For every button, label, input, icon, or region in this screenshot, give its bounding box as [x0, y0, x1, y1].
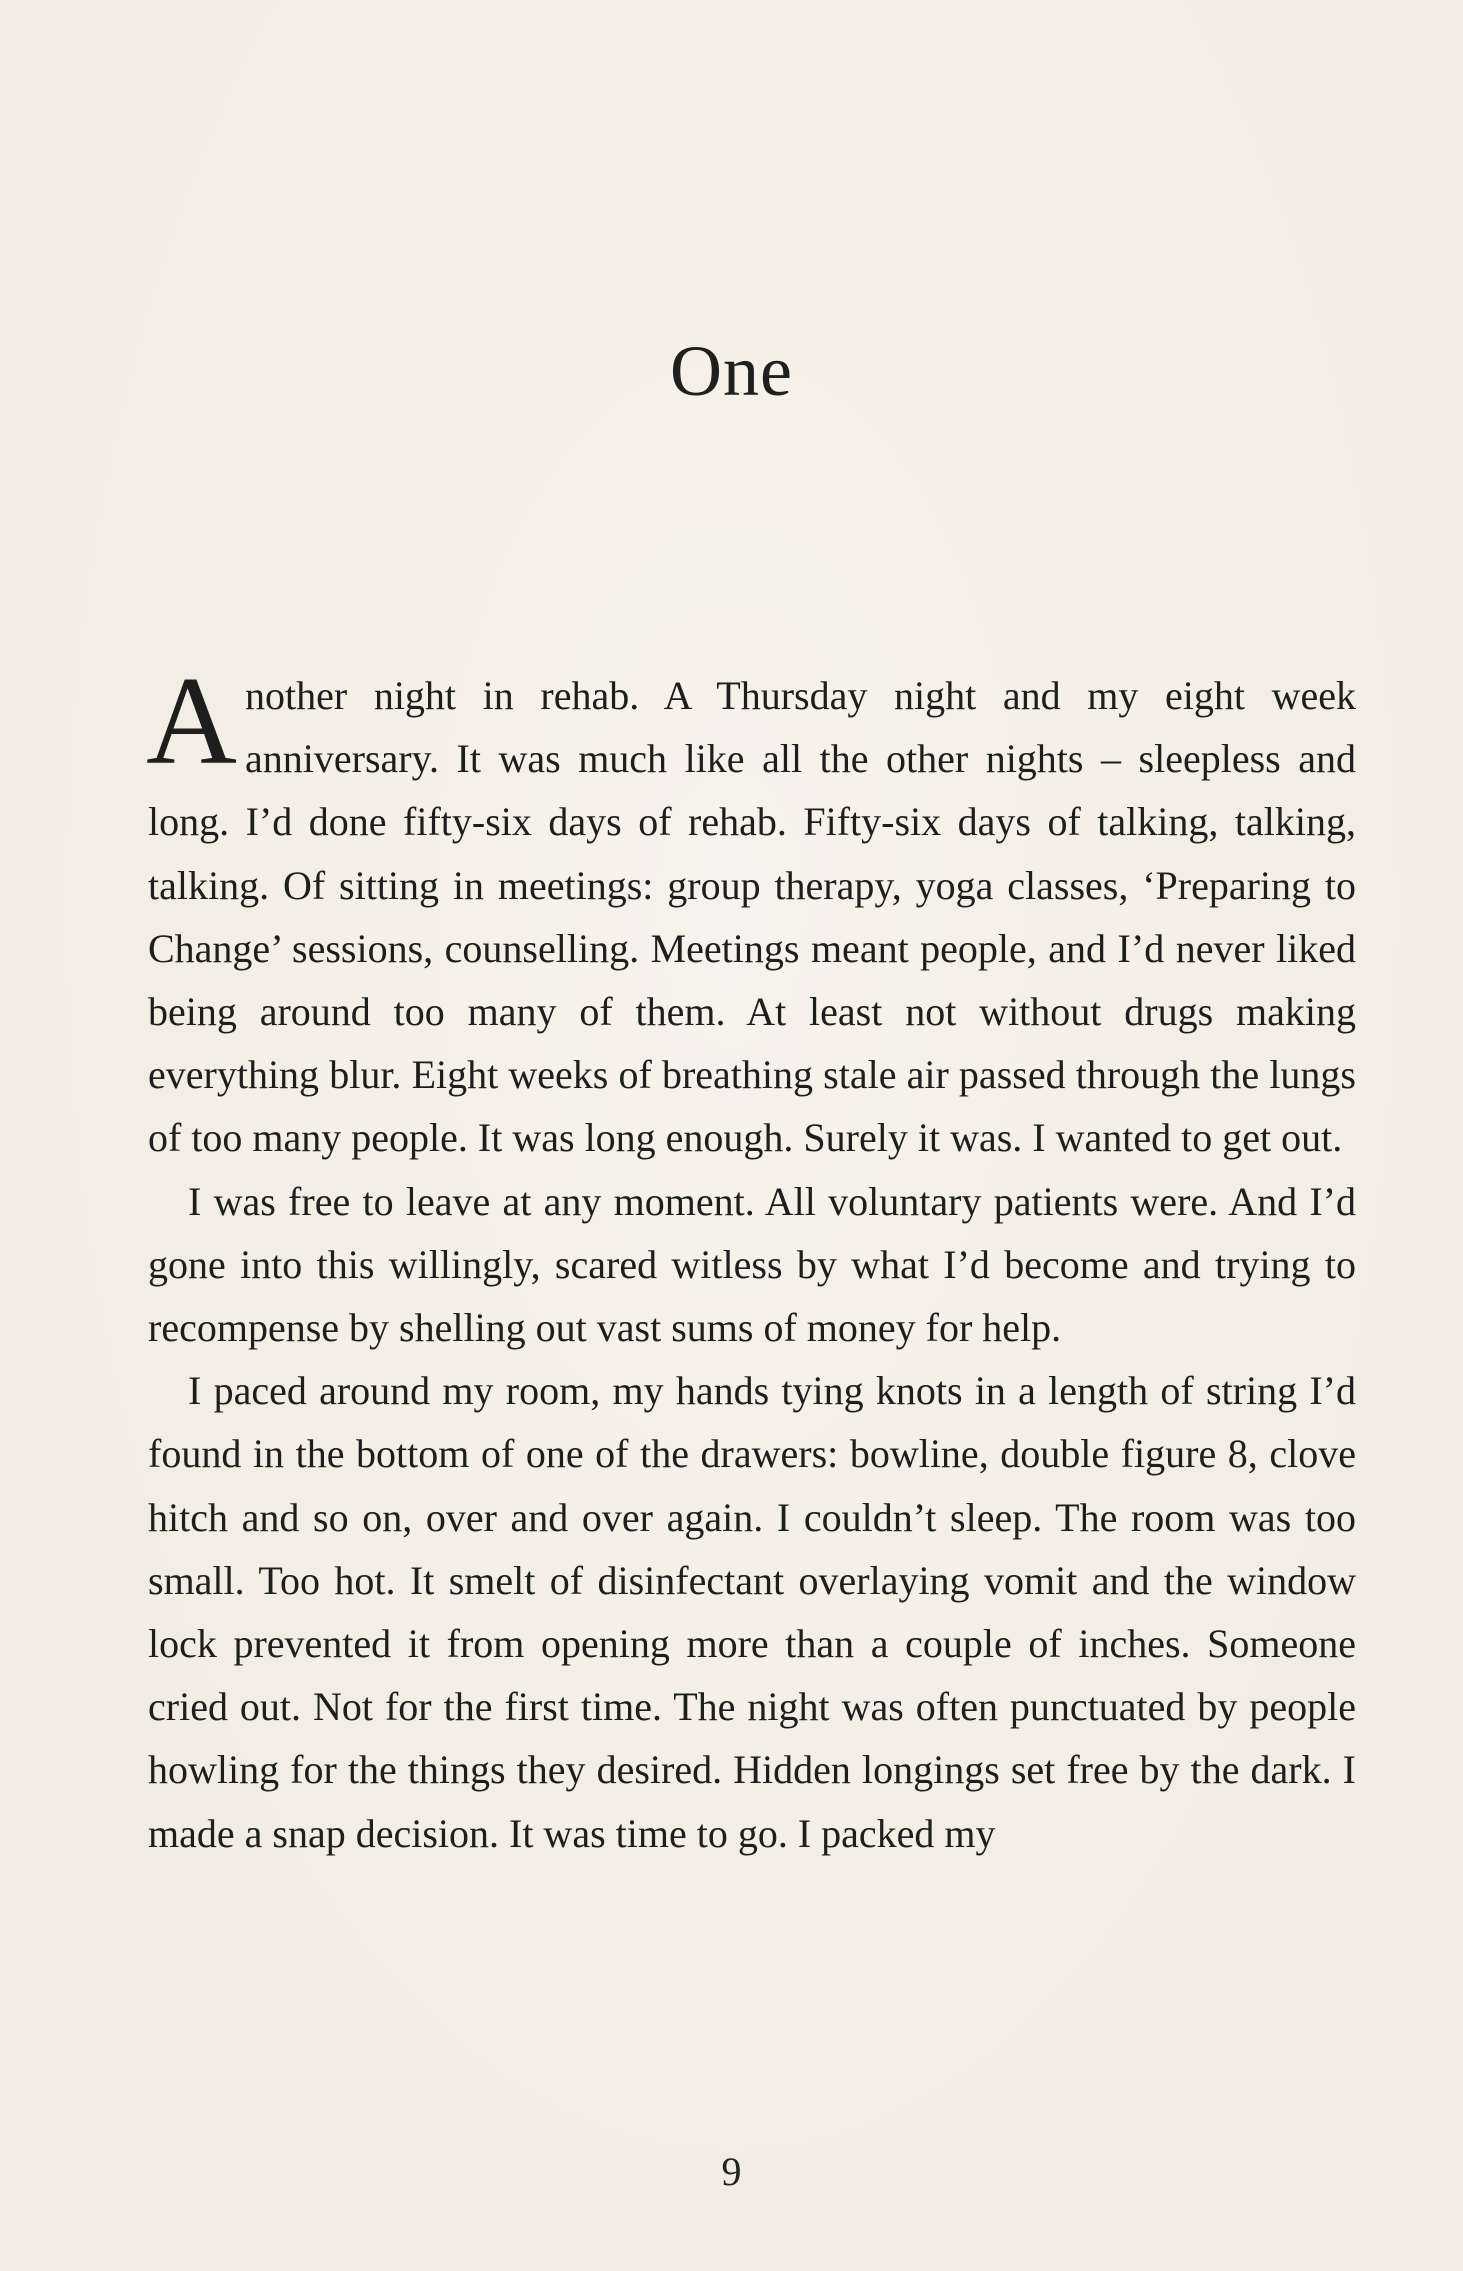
drop-cap: A	[146, 652, 237, 791]
paragraph-3: I paced around my room, my hands tying knots in a length of string I’d found in the bottom of one of the drawers: bowline, double figure 8, clove hitch and so on, over and over again. I couldn’t sleep. The room was too small. Too hot. It smelt of disinfectant overlaying vomit and the window lock prevented it from opening more than a couple of inches. Someone cried out. Not for the first time. The night was often punctuated by people howling for the things they desired. Hidden longings set free by the dark. I made a snap decision. It was time to go. I packed my	[148, 1368, 1356, 1856]
body-text	[146, 652, 1356, 1865]
paragraph-1	[146, 652, 1356, 1170]
paragraph-2: I was free to leave at any moment. All voluntary patients were. And I’d gone into this willingly, scared witless by what I’d become and trying to recompense by shelling out vast sums of money for help.	[148, 1178, 1356, 1351]
paragraph-1-text: nother night in rehab. A Thursday night and my eight week anniversary. It was much like all the other nights – sleepless and long. I’d done fifty-six days of rehab. Fifty-six days of talking, talking, talking. Of sitting in meetings: group therapy, yoga classes, ‘Preparing to Change’ sessions, counselling. Meetings meant people, and I’d never liked being around too many of them. At least not without drugs making everything blur. Eight weeks of breathing stale air passed through the lungs of too many people. It was long enough. Surely it was. I wanted to get out.	[148, 673, 1356, 1161]
page-number: 9	[721, 2149, 742, 2194]
chapter-title: One	[670, 331, 793, 411]
